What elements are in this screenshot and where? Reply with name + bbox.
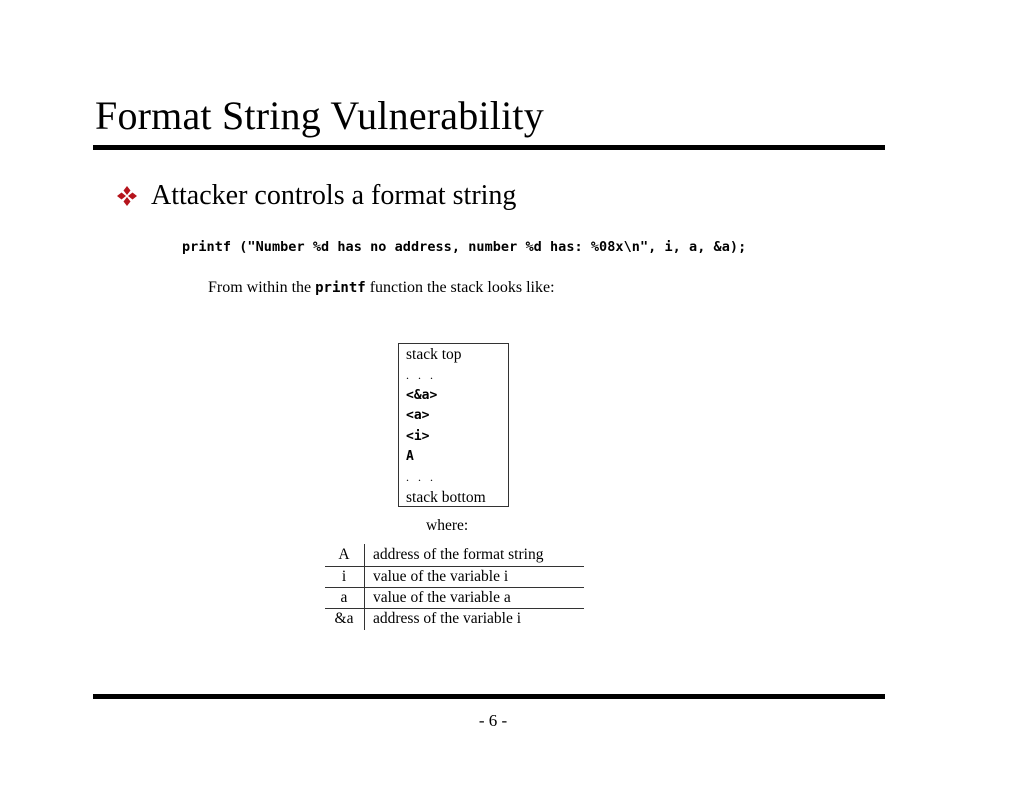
stack-row-addr-a: <&a> <box>406 387 438 403</box>
bullet-text: Attacker controls a format string <box>151 180 517 211</box>
intro-text-after: function the stack looks like: <box>365 279 555 296</box>
page-number: - 6 - <box>478 711 508 730</box>
printf-code-line: printf ("Number %d has no address, number %d has: %08x\n", i, a, &a); <box>182 239 747 255</box>
legend-description: value of the variable i <box>373 568 509 585</box>
legend-symbol: &a <box>334 610 354 627</box>
legend-description: address of the variable i <box>373 610 522 627</box>
legend-row <box>325 587 584 608</box>
intro-text-before: From within the <box>208 279 316 296</box>
legend-row <box>325 608 584 629</box>
legend-symbol: a <box>340 589 348 606</box>
legend-row <box>325 566 584 587</box>
title-underline <box>93 145 885 150</box>
stack-diagram <box>398 343 509 507</box>
legend-row <box>325 544 584 565</box>
stack-row-ellipsis-upper: . . . <box>406 368 436 383</box>
stack-intro-text <box>208 279 555 297</box>
legend-table <box>325 544 584 632</box>
stack-row-a: <a> <box>406 408 430 424</box>
legend-description: address of the format string <box>373 546 544 563</box>
bullet-item <box>116 180 516 212</box>
stack-row-top: stack top <box>406 346 462 363</box>
intro-code-printf: printf <box>315 280 366 296</box>
stack-row-i: <i> <box>406 428 430 444</box>
stack-row-ellipsis-lower: . . . <box>406 470 436 485</box>
legend-description: value of the variable a <box>373 589 511 606</box>
four-diamond-bullet-icon <box>116 185 138 207</box>
stack-row-bottom: stack bottom <box>406 488 486 506</box>
stack-row-format-addr: A <box>406 448 414 464</box>
footer-rule <box>93 694 885 699</box>
legend-symbol: A <box>338 546 350 563</box>
slide-title: Format String Vulnerability <box>95 93 544 138</box>
where-label: where: <box>426 517 469 534</box>
legend-symbol: i <box>341 568 347 585</box>
